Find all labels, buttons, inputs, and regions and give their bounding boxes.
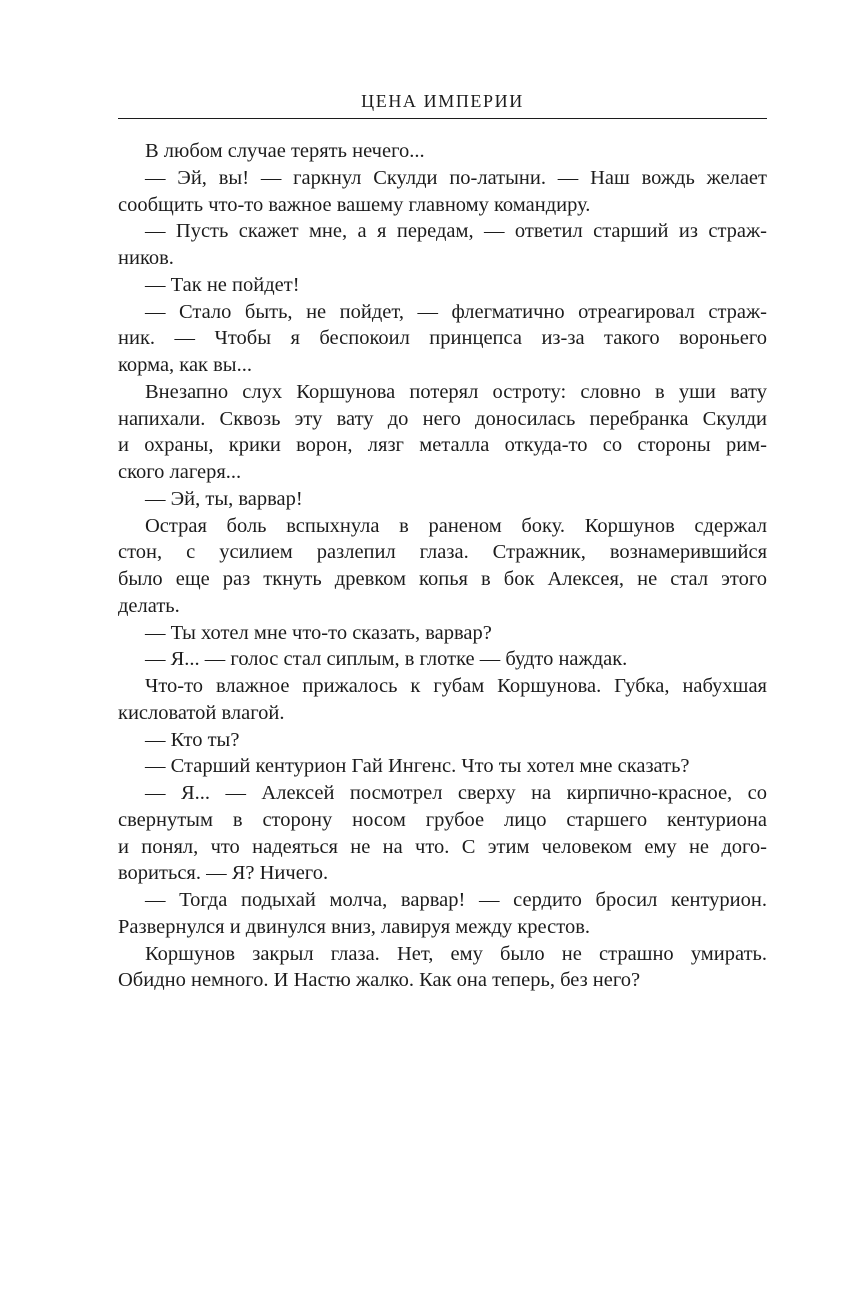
text-line: — Так не пойдет!	[145, 273, 300, 296]
text-line: — Кто ты?	[145, 728, 240, 751]
text-line: В любом случае терять нечего...	[145, 140, 425, 162]
text-line: — Я... — голос стал сиплым, в глотке — будто наждак.	[145, 648, 628, 671]
text-line: вориться. — Я? Ничего.	[118, 862, 329, 885]
text-line: кисловатой влагой.	[118, 701, 285, 724]
text-line: Обидно немного. И Настю жалко. Как она теперь, без него?	[118, 969, 641, 992]
text-line: — Эй, ты, варвар!	[145, 487, 303, 510]
text-line: ского лагеря...	[118, 461, 242, 483]
text-line: свернутым в сторону носом грубое лицо старшего кентуриона	[118, 808, 767, 831]
text-line: сообщить что-то важное вашему главному командиру.	[118, 193, 591, 216]
text-line: стон, с усилием разлепил глаза. Стражник, вознамерившийся	[118, 541, 767, 564]
text-line: Коршунов закрыл глаза. Нет, ему было не страшно умирать.	[145, 942, 767, 965]
header-rule	[118, 118, 767, 119]
text-line: напихали. Сквозь эту вату до него доносилась перебранка Скулди	[118, 407, 767, 430]
text-line: ников.	[118, 247, 174, 269]
text-line: ник. — Чтобы я беспокоил принцепса из-за такого вороньего	[118, 327, 767, 350]
text-line: — Стало быть, не пойдет, — флегматично отреагировал страж-	[145, 300, 767, 323]
text-line: — Ты хотел мне что-то сказать, варвар?	[145, 621, 492, 644]
text-line: корма, как вы...	[118, 354, 252, 376]
body-text	[118, 138, 767, 994]
text-line: — Я... — Алексей посмотрел сверху на кирпично-красное, со	[145, 782, 767, 804]
text-line: было еще раз ткнуть древком копья в бок Алексея, не стал этого	[118, 568, 767, 590]
text-line: Острая боль вспыхнула в раненом боку. Коршунов сдержал	[145, 514, 767, 537]
text-line: Что-то влажное прижалось к губам Коршунова. Губка, набухшая	[145, 675, 767, 697]
text-line: — Пусть скажет мне, а я передам, — ответил старший из страж-	[145, 220, 767, 243]
text-line: Внезапно слух Коршунова потерял остроту: словно в уши вату	[145, 380, 767, 403]
text-line: — Тогда подыхай молча, варвар! — сердито бросил кентурион.	[145, 889, 767, 911]
text-line: и понял, что надеяться не на что. С этим человеком ему не дого-	[118, 835, 767, 858]
text-line: делать.	[118, 594, 180, 617]
text-line: Развернулся и двинулся вниз, лавируя между крестов.	[118, 915, 591, 938]
text-line: — Эй, вы! — гаркнул Скулди по-латыни. — Наш вождь желает	[145, 166, 767, 189]
text-line: — Старший кентурион Гай Ингенс. Что ты хотел мне сказать?	[145, 755, 690, 778]
running-head: ЦЕНА ИМПЕРИИ	[361, 91, 524, 111]
text-line: и охраны, крики ворон, лязг металла откуда-то со стороны рим-	[118, 434, 767, 457]
